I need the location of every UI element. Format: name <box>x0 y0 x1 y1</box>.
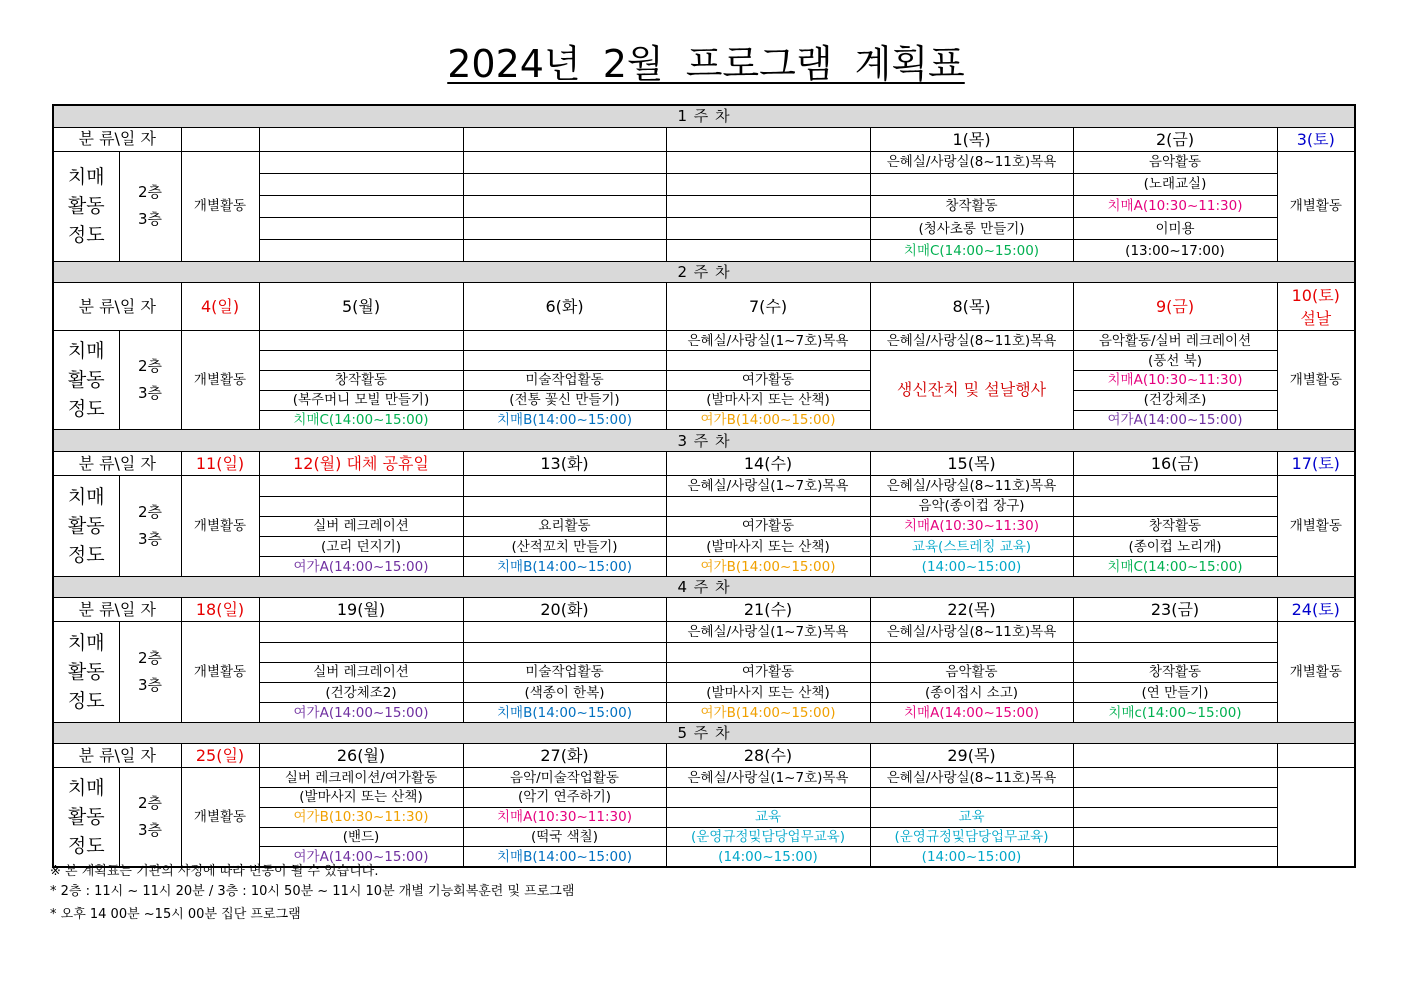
activity-wed <box>666 788 870 808</box>
floor-cell <box>119 622 181 723</box>
activity-wed <box>666 151 870 173</box>
activity-tue: 미술작업활동 <box>463 662 666 682</box>
date-header-row <box>53 598 1355 622</box>
date-label: 14(수) <box>743 454 793 474</box>
category-date-header: 분 류\일 자 <box>53 598 181 622</box>
activity-mon <box>259 218 463 240</box>
activity-tue: 치매B(14:00~15:00) <box>463 557 666 577</box>
floor-line: 3층 <box>137 821 163 840</box>
category-cell <box>53 151 119 262</box>
activity-wed <box>666 240 870 262</box>
activity-thu <box>870 173 1073 195</box>
activity-mon: 실버 레크레이션 <box>259 516 463 536</box>
activity-fri: 치매C(14:00~15:00) <box>1073 557 1277 577</box>
date-thu <box>870 127 1073 151</box>
category-line: 정도 <box>67 689 105 712</box>
date-label: 11(일) <box>195 454 245 474</box>
date-label: 12(월) 대체 공휴일 <box>293 454 429 474</box>
date-tue <box>463 452 666 476</box>
activity-thu: 은혜실/사랑실(8~11호)목욕 <box>870 151 1073 173</box>
activity-wed <box>666 496 870 516</box>
date-wed <box>666 127 870 151</box>
category-line: 정도 <box>67 543 105 566</box>
activity-tue <box>463 642 666 662</box>
category-line: 치매 <box>67 165 105 188</box>
activity-row <box>53 151 1355 173</box>
activity-wed: 은혜실/사랑실(1~7호)목욕 <box>666 622 870 642</box>
activity-fri: 치매c(14:00~15:00) <box>1073 703 1277 723</box>
week-band-row <box>53 723 1355 744</box>
date-label: 25(일) <box>195 746 245 766</box>
date-fri <box>1073 452 1277 476</box>
date-header-row <box>53 127 1355 151</box>
activity-wed: (운영규정및담당업무교육) <box>666 827 870 847</box>
page-title: 2024년 2월 프로그램 계획표 <box>447 42 965 86</box>
activity-mon <box>259 496 463 516</box>
date-thu <box>870 452 1073 476</box>
activity-wed <box>666 173 870 195</box>
date-header-row <box>53 452 1355 476</box>
activity-fri <box>1073 476 1277 496</box>
activity-row <box>53 331 1355 351</box>
activity-tue: (악기 연주하기) <box>463 788 666 808</box>
saturday-activity: 개별활동 <box>1277 331 1355 430</box>
date-sun <box>181 598 259 622</box>
date-tue <box>463 598 666 622</box>
activity-thu: (종이접시 소고) <box>870 682 1073 702</box>
activity-wed: (발마사지 또는 산책) <box>666 682 870 702</box>
sunday-activity: 개별활동 <box>181 331 259 430</box>
week-band-row <box>53 105 1355 127</box>
activity-tue <box>463 331 666 351</box>
activity-fri: 창작활동 <box>1073 516 1277 536</box>
week-band-row <box>53 262 1355 283</box>
activity-wed: (발마사지 또는 산책) <box>666 390 870 410</box>
date-tue <box>463 283 666 331</box>
date-label: 15(목) <box>947 454 996 474</box>
activity-wed <box>666 351 870 371</box>
date-fri <box>1073 127 1277 151</box>
activity-mon: 여가A(14:00~15:00) <box>259 557 463 577</box>
date-label: 17(토) <box>1291 454 1340 474</box>
sunday-activity: 개별활동 <box>181 476 259 577</box>
date-tue <box>463 127 666 151</box>
activity-fri <box>1073 788 1277 808</box>
date-sun <box>181 452 259 476</box>
date-label: 13(화) <box>540 454 589 474</box>
saturday-activity <box>1277 768 1355 867</box>
floor-line: 2층 <box>137 794 163 813</box>
category-date-header: 분 류\일 자 <box>53 283 181 331</box>
date-label: 29(목) <box>947 746 996 766</box>
date-sat <box>1277 452 1355 476</box>
category-date-header: 분 류\일 자 <box>53 127 181 151</box>
date-header-row <box>53 283 1355 331</box>
activity-row <box>53 768 1355 788</box>
date-thu <box>870 744 1073 768</box>
activity-tue <box>463 496 666 516</box>
activity-mon <box>259 351 463 371</box>
activity-wed: 은혜실/사랑실(1~7호)목욕 <box>666 476 870 496</box>
activity-thu: (청사초롱 만들기) <box>870 218 1073 240</box>
floor-line: 2층 <box>137 649 163 668</box>
activity-fri: (연 만들기) <box>1073 682 1277 702</box>
week-band-row <box>53 430 1355 452</box>
date-label: 9(금) <box>1155 297 1195 317</box>
date-sat <box>1277 598 1355 622</box>
activity-fri: 음악활동/실버 레크레이션 <box>1073 331 1277 351</box>
floor-cell <box>119 151 181 262</box>
date-wed <box>666 744 870 768</box>
date-header-row <box>53 744 1355 768</box>
floor-cell <box>119 768 181 867</box>
activity-fri: (풍선 북) <box>1073 351 1277 371</box>
activity-thu: 은혜실/사랑실(8~11호)목욕 <box>870 331 1073 351</box>
category-cell <box>53 476 119 577</box>
activity-tue: 치매B(14:00~15:00) <box>463 410 666 430</box>
activity-tue <box>463 151 666 173</box>
saturday-activity: 개별활동 <box>1277 622 1355 723</box>
activity-tue: (떡국 색칠) <box>463 827 666 847</box>
date-thu <box>870 598 1073 622</box>
activity-fri: (건강체조) <box>1073 390 1277 410</box>
note-floor-times: * 2층 : 11시 ~ 11시 20분 / 3층 : 10시 50분 ~ 11시 10분 개별 기능회복훈련 및 프로그램 <box>50 884 575 899</box>
activity-wed <box>666 195 870 217</box>
activity-fri: 이미용 <box>1073 218 1277 240</box>
activity-fri: (종이컵 노리개) <box>1073 536 1277 556</box>
week-label: 2 주 차 <box>53 262 1355 283</box>
activity-mon <box>259 173 463 195</box>
week-label: 4 주 차 <box>53 577 1355 598</box>
date-label: 16(금) <box>1150 454 1200 474</box>
date-label: 6(화) <box>545 297 584 317</box>
activity-mon: (건강체조2) <box>259 682 463 702</box>
activity-thu: 치매A(14:00~15:00) <box>870 703 1073 723</box>
activity-thu <box>870 788 1073 808</box>
sunday-activity: 개별활동 <box>181 151 259 262</box>
activity-thu: 은혜실/사랑실(8~11호)목욕 <box>870 768 1073 788</box>
activity-fri: 치매A(10:30~11:30) <box>1073 195 1277 217</box>
date-label: 23(금) <box>1150 600 1200 620</box>
activity-mon: 여가A(14:00~15:00) <box>259 703 463 723</box>
category-line: 활동 <box>67 514 105 537</box>
activity-row <box>53 622 1355 642</box>
date-label: 4(일) <box>200 297 240 317</box>
category-cell <box>53 331 119 430</box>
activity-mon: (발마사지 또는 산책) <box>259 788 463 808</box>
activity-tue <box>463 218 666 240</box>
activity-mon <box>259 331 463 351</box>
date-label: 22(목) <box>947 600 996 620</box>
week-band-row <box>53 577 1355 598</box>
activity-thu: 치매C(14:00~15:00) <box>870 240 1073 262</box>
category-line: 치매 <box>67 776 105 799</box>
date-label: 8(목) <box>952 297 991 317</box>
activity-wed: 여가활동 <box>666 371 870 391</box>
week-label: 5 주 차 <box>53 723 1355 744</box>
activity-fri <box>1073 847 1277 867</box>
activity-thu: 은혜실/사랑실(8~11호)목욕 <box>870 622 1073 642</box>
activity-wed: 교육 <box>666 807 870 827</box>
activity-wed: 여가활동 <box>666 516 870 536</box>
category-line: 활동 <box>67 368 105 391</box>
week-label: 3 주 차 <box>53 430 1355 452</box>
activity-wed: (발마사지 또는 산책) <box>666 536 870 556</box>
floor-line: 2층 <box>137 503 163 522</box>
activity-tue: 음악/미술작업활동 <box>463 768 666 788</box>
activity-mon: (밴드) <box>259 827 463 847</box>
date-label: 2(금) <box>1155 129 1195 149</box>
category-line: 치매 <box>67 631 105 654</box>
activity-fri: 창작활동 <box>1073 662 1277 682</box>
category-line: 치매 <box>67 339 105 362</box>
schedule-body <box>53 105 1355 867</box>
activity-mon <box>259 622 463 642</box>
date-label: 28(수) <box>743 746 793 766</box>
holiday-label: 설날 <box>1300 308 1332 328</box>
activity-wed: 여가B(14:00~15:00) <box>666 557 870 577</box>
date-label: 19(월) <box>336 600 386 620</box>
activity-tue: 요리활동 <box>463 516 666 536</box>
category-line: 정도 <box>67 397 105 420</box>
note-group-program: * 오후 14 00분 ~15시 00분 집단 프로그램 <box>50 907 301 922</box>
date-fri <box>1073 744 1277 768</box>
sunday-activity: 개별활동 <box>181 622 259 723</box>
saturday-activity: 개별활동 <box>1277 476 1355 577</box>
activity-tue: 치매B(14:00~15:00) <box>463 703 666 723</box>
date-wed <box>666 452 870 476</box>
activity-mon <box>259 195 463 217</box>
floor-line: 3층 <box>137 676 163 695</box>
activity-tue: 미술작업활동 <box>463 371 666 391</box>
activity-fri: 치매A(10:30~11:30) <box>1073 371 1277 391</box>
floor-cell <box>119 476 181 577</box>
activity-tue: 치매A(10:30~11:30) <box>463 807 666 827</box>
floor-line: 3층 <box>137 210 163 229</box>
activity-wed: 여가B(14:00~15:00) <box>666 410 870 430</box>
activity-fri <box>1073 807 1277 827</box>
activity-wed <box>666 218 870 240</box>
activity-row <box>53 476 1355 496</box>
activity-fri: 여가A(14:00~15:00) <box>1073 410 1277 430</box>
date-label: 27(화) <box>540 746 589 766</box>
date-sun <box>181 127 259 151</box>
date-label: 1(목) <box>952 129 991 149</box>
floor-line: 2층 <box>137 357 163 376</box>
date-sat <box>1277 283 1355 331</box>
date-sat <box>1277 744 1355 768</box>
date-tue <box>463 744 666 768</box>
category-cell <box>53 768 119 867</box>
week-label: 1 주 차 <box>53 105 1355 127</box>
activity-thu: 창작활동 <box>870 195 1073 217</box>
category-date-header: 분 류\일 자 <box>53 744 181 768</box>
date-sat <box>1277 127 1355 151</box>
date-sun <box>181 283 259 331</box>
activity-fri <box>1073 768 1277 788</box>
activity-thu: 음악(종이컵 장구) <box>870 496 1073 516</box>
activity-fri <box>1073 827 1277 847</box>
activity-mon: 실버 레크레이션 <box>259 662 463 682</box>
date-wed <box>666 283 870 331</box>
activity-mon: (복주머니 모빌 만들기) <box>259 390 463 410</box>
date-fri <box>1073 283 1277 331</box>
activity-tue <box>463 173 666 195</box>
category-line: 활동 <box>67 194 105 217</box>
activity-thu: 은혜실/사랑실(8~11호)목욕 <box>870 476 1073 496</box>
activity-wed: (14:00~15:00) <box>666 847 870 867</box>
activity-tue: (전통 꽃신 만들기) <box>463 390 666 410</box>
date-mon <box>259 283 463 331</box>
activity-mon: 실버 레크레이션/여가활동 <box>259 768 463 788</box>
floor-line: 3층 <box>137 384 163 403</box>
date-thu <box>870 283 1073 331</box>
activity-thu: 교육(스트레칭 교육) <box>870 536 1073 556</box>
floor-cell <box>119 331 181 430</box>
category-line: 정도 <box>67 834 105 857</box>
date-label: 26(월) <box>336 746 386 766</box>
activity-tue <box>463 622 666 642</box>
activity-tue <box>463 476 666 496</box>
activity-wed: 여가B(14:00~15:00) <box>666 703 870 723</box>
activity-wed <box>666 642 870 662</box>
date-label: 10(토) <box>1291 285 1340 305</box>
activity-mon: 창작활동 <box>259 371 463 391</box>
activity-tue <box>463 240 666 262</box>
note-disclaimer: ※ 본 계획표는 기관의 사정에 따라 변동이 될 수 있습니다. <box>50 864 379 879</box>
date-fri <box>1073 598 1277 622</box>
activity-tue <box>463 351 666 371</box>
date-mon <box>259 452 463 476</box>
activity-mon: 여가B(10:30~11:30) <box>259 807 463 827</box>
activity-mon: 치매C(14:00~15:00) <box>259 410 463 430</box>
category-line: 치매 <box>67 485 105 508</box>
activity-thu: 치매A(10:30~11:30) <box>870 516 1073 536</box>
activity-fri <box>1073 642 1277 662</box>
date-label: 20(화) <box>540 600 589 620</box>
activity-mon: (고리 던지기) <box>259 536 463 556</box>
date-label: 5(월) <box>341 297 381 317</box>
activity-mon <box>259 476 463 496</box>
activity-tue: (산적꼬치 만들기) <box>463 536 666 556</box>
date-mon <box>259 598 463 622</box>
activity-tue <box>463 195 666 217</box>
activity-thu: 생신잔치 및 설날행사 <box>870 351 1073 430</box>
activity-thu <box>870 642 1073 662</box>
sunday-activity: 개별활동 <box>181 768 259 867</box>
date-label: 24(토) <box>1291 600 1340 620</box>
date-label: 3(토) <box>1296 129 1335 149</box>
saturday-activity: 개별활동 <box>1277 151 1355 262</box>
floor-line: 3층 <box>137 530 163 549</box>
activity-thu: (14:00~15:00) <box>870 847 1073 867</box>
activity-mon: 여가A(14:00~15:00) <box>259 847 463 867</box>
category-line: 활동 <box>67 805 105 828</box>
activity-thu: (운영규정및담당업무교육) <box>870 827 1073 847</box>
activity-fri <box>1073 622 1277 642</box>
activity-fri: (노래교실) <box>1073 173 1277 195</box>
date-wed <box>666 598 870 622</box>
floor-line: 2층 <box>137 183 163 202</box>
date-label: 7(수) <box>748 297 788 317</box>
schedule-table <box>52 104 1356 868</box>
date-mon <box>259 744 463 768</box>
category-cell <box>53 622 119 723</box>
activity-thu: (14:00~15:00) <box>870 557 1073 577</box>
activity-mon <box>259 642 463 662</box>
category-line: 정도 <box>67 223 105 246</box>
activity-mon <box>259 240 463 262</box>
date-label: 18(일) <box>195 600 245 620</box>
activity-wed: 은혜실/사랑실(1~7호)목욕 <box>666 768 870 788</box>
activity-mon <box>259 151 463 173</box>
date-label: 21(수) <box>743 600 793 620</box>
activity-fri <box>1073 496 1277 516</box>
activity-fri: 음악활동 <box>1073 151 1277 173</box>
activity-wed: 은혜실/사랑실(1~7호)목욕 <box>666 331 870 351</box>
category-line: 활동 <box>67 660 105 683</box>
date-mon <box>259 127 463 151</box>
activity-tue: 치매B(14:00~15:00) <box>463 847 666 867</box>
date-sun <box>181 744 259 768</box>
activity-wed: 여가활동 <box>666 662 870 682</box>
activity-tue: (색종이 한복) <box>463 682 666 702</box>
activity-fri: (13:00~17:00) <box>1073 240 1277 262</box>
activity-thu: 교육 <box>870 807 1073 827</box>
category-date-header: 분 류\일 자 <box>53 452 181 476</box>
activity-thu: 음악활동 <box>870 662 1073 682</box>
